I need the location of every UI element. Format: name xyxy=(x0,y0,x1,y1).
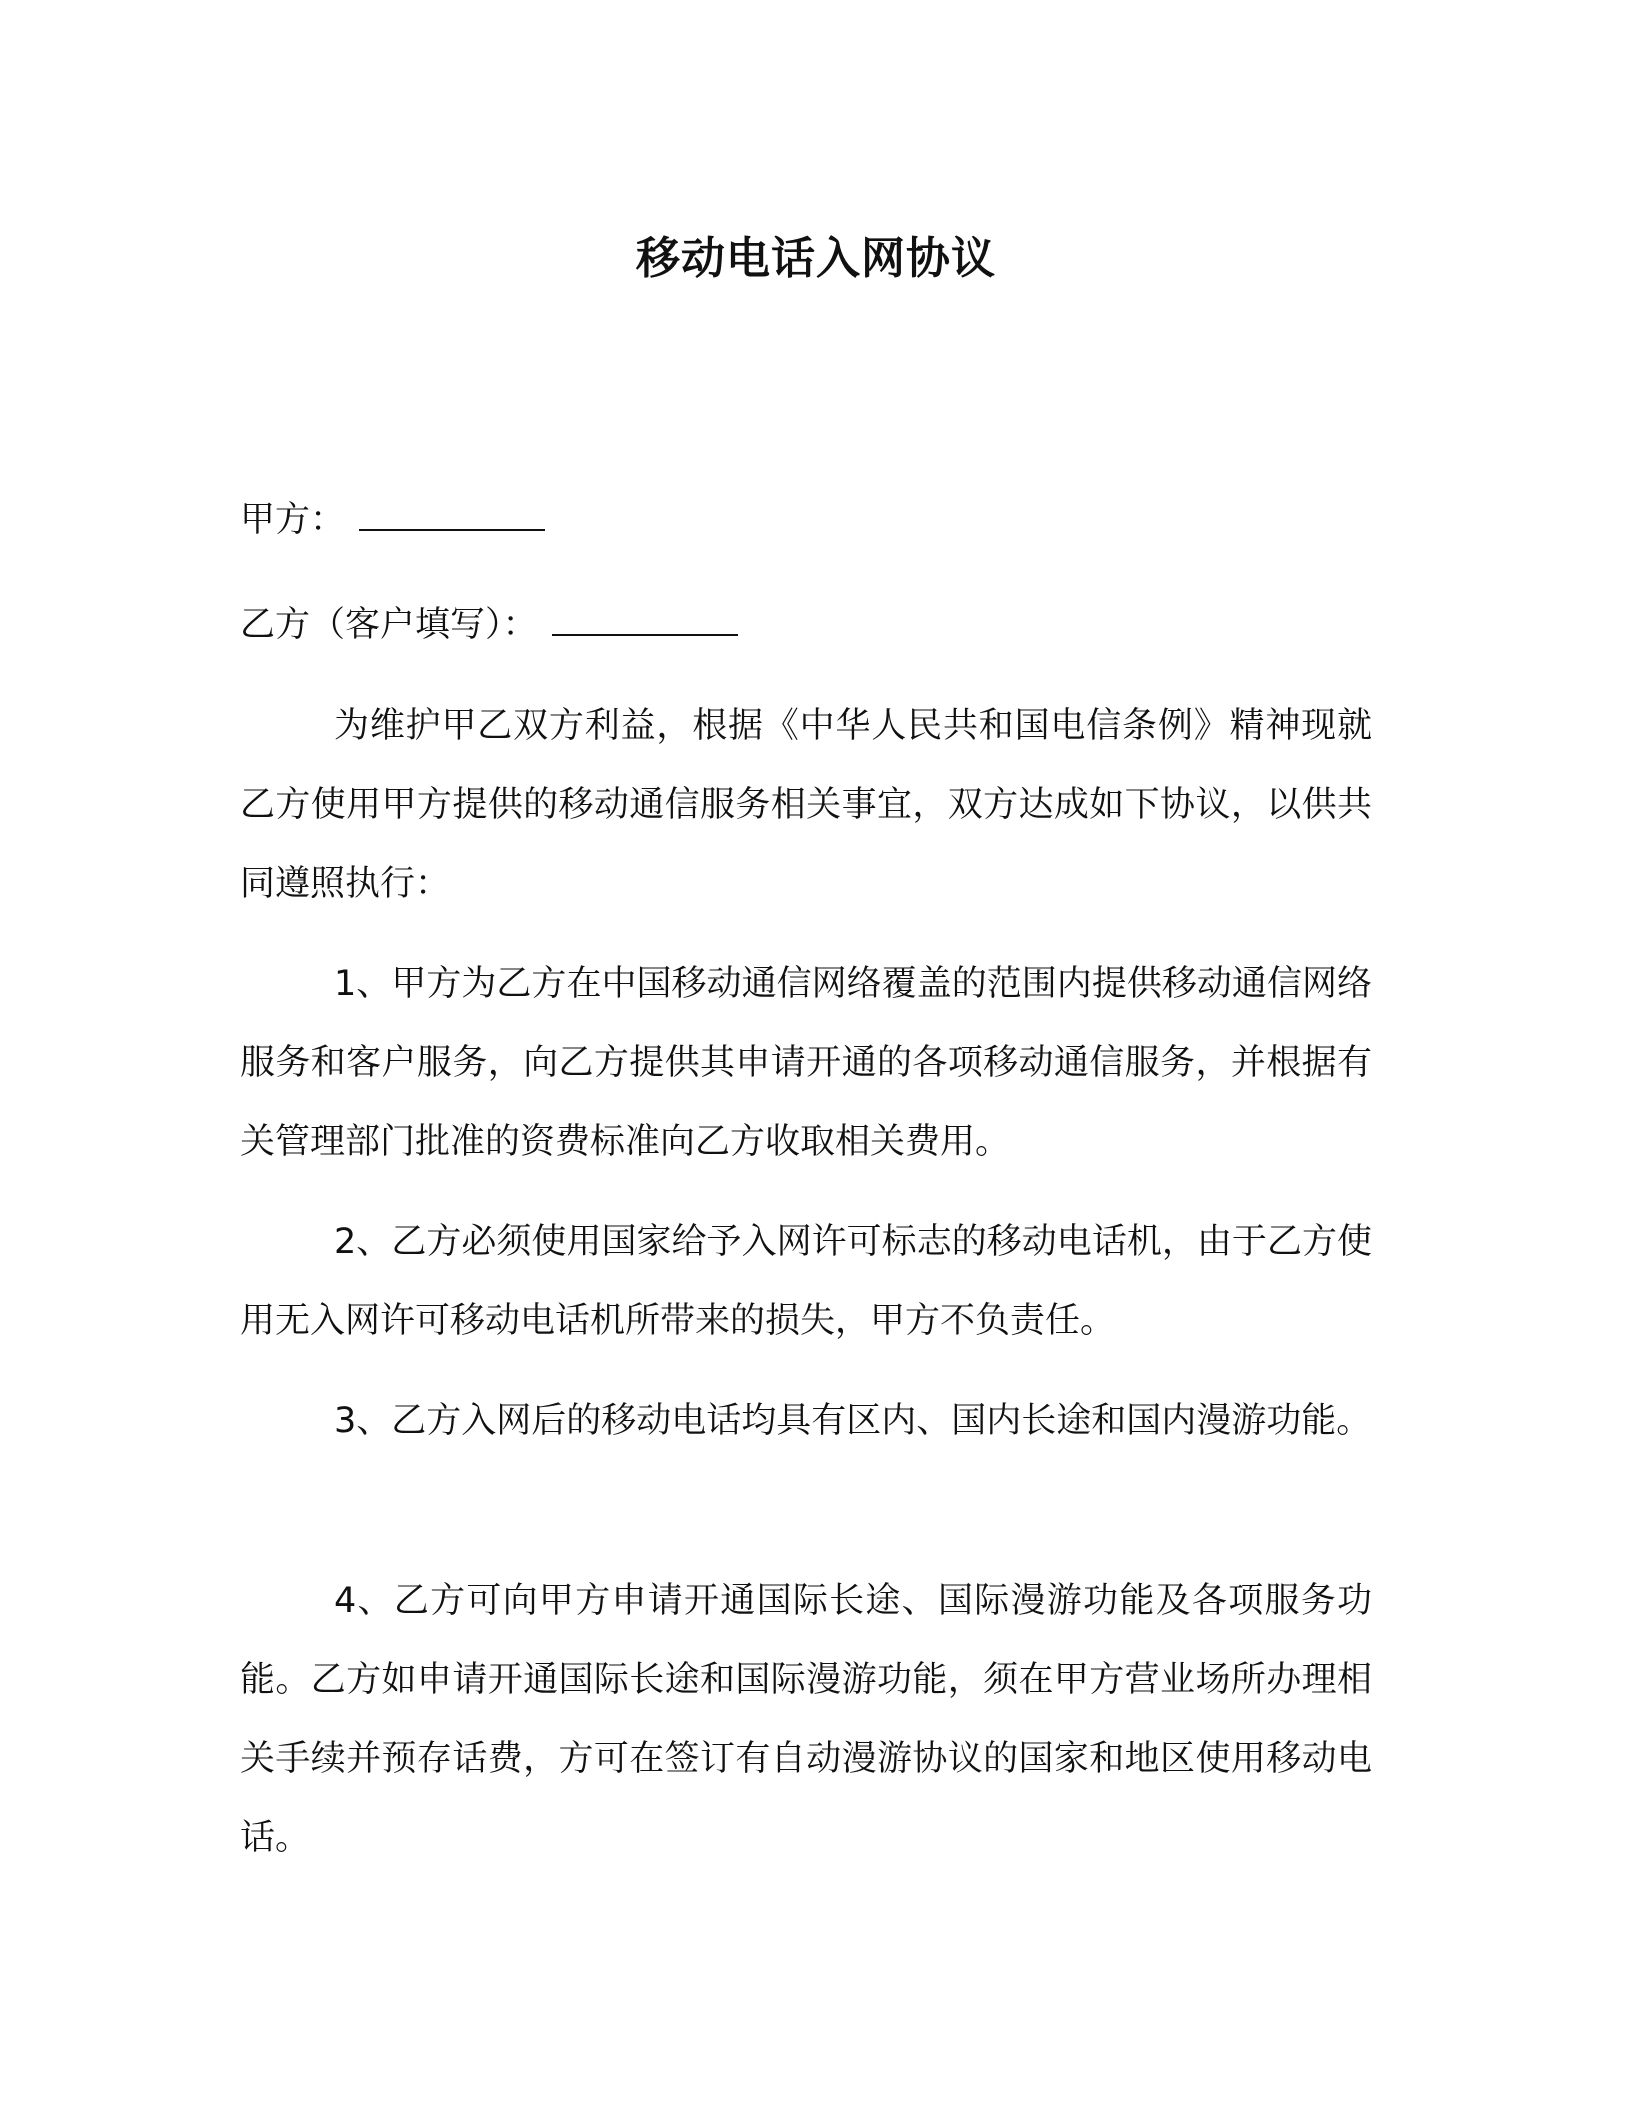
party-a-line xyxy=(240,498,545,542)
party-b-blank xyxy=(552,604,738,636)
party-a-label: 甲方： xyxy=(240,500,346,540)
clause-2: 2、乙方必须使用国家给予入网许可标志的移动电话机，由于乙方使用无入网许可移动电话机所带来的损失，甲方不负责任。 xyxy=(240,1222,1372,1341)
preamble-paragraph: 为维护甲乙双方利益，根据《中华人民共和国电信条例》精神现就乙方使用甲方提供的移动通信服务相关事宜，双方达成如下协议，以供共同遵照执行： xyxy=(240,706,1372,904)
party-b-line xyxy=(240,603,738,647)
party-a-blank xyxy=(359,499,545,531)
party-b-label: 乙方（客户填写）： xyxy=(240,605,538,645)
clause-3: 3、乙方入网后的移动电话均具有区内、国内长途和国内漫游功能。 xyxy=(334,1401,1372,1441)
clause-4: 4、乙方可向甲方申请开通国际长途、国际漫游功能及各项服务功能。乙方如申请开通国际长途和国际漫游功能，须在甲方营业场所办理相关手续并预存话费，方可在签订有自动漫游协议的国家和地区使用移动电话。 xyxy=(240,1581,1372,1858)
clause-1: 1、甲方为乙方在中国移动通信网络覆盖的范围内提供移动通信网络服务和客户服务，向乙方提供其申请开通的各项移动通信服务，并根据有关管理部门批准的资费标准向乙方收取相关费用。 xyxy=(240,964,1372,1162)
document-title: 移动电话入网协议 xyxy=(636,233,996,284)
